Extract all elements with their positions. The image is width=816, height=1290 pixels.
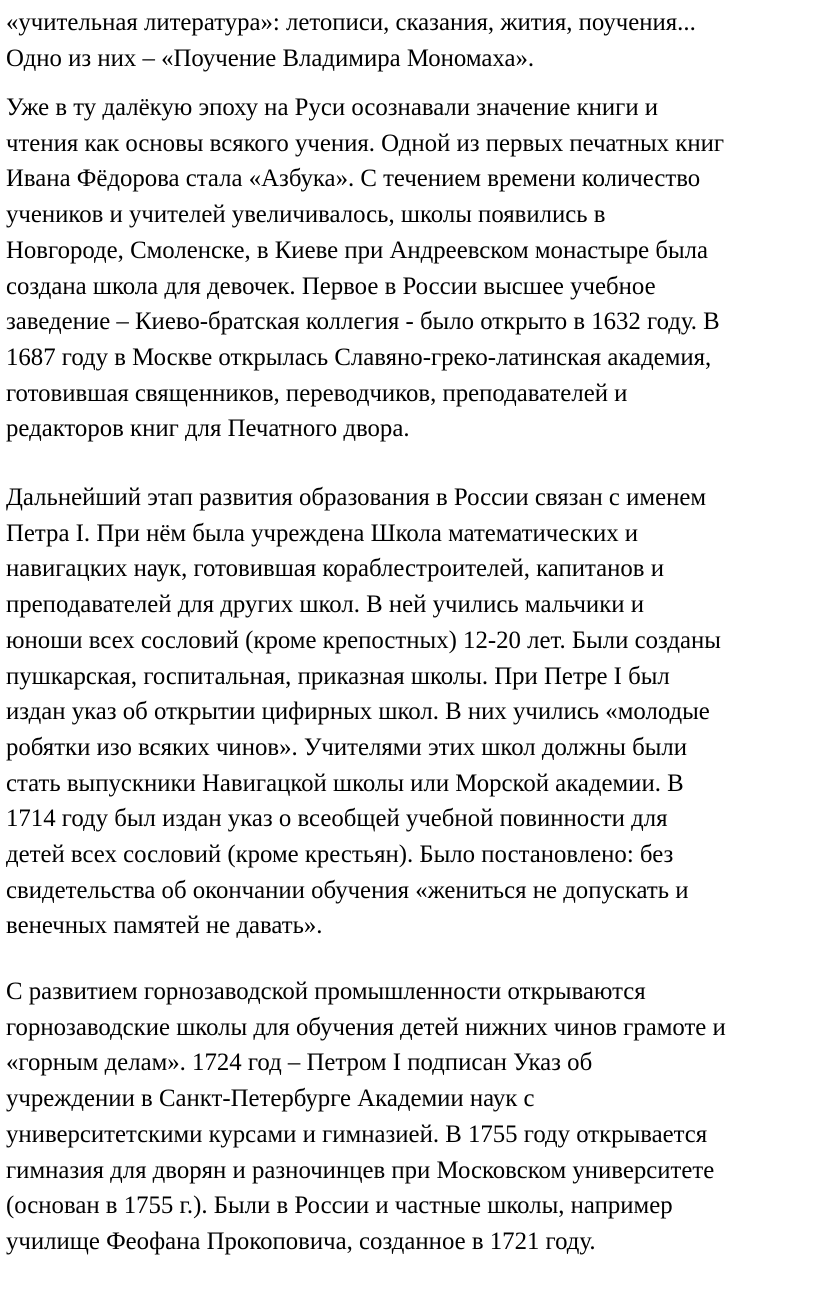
text-line: Ивана Фёдорова стала «Азбука». С течением времени количество <box>6 165 701 193</box>
text-line: учеников и учителей увеличивалось, школы появились в <box>6 201 606 229</box>
text-line: создана школа для девочек. Первое в России высшее учебное <box>6 272 656 300</box>
text-line: Новгороде, Смоленске, в Киеве при Андреевском монастыре была <box>6 236 709 264</box>
text-line: (основан в 1755 г.). Были в России и частные школы, например <box>6 1192 673 1220</box>
text-line: юноши всех сословий (кроме крепостных) 12-20 лет. Были созданы <box>6 626 721 654</box>
text-line: навигацких наук, готовившая кораблестроителей, капитанов и <box>6 555 664 583</box>
paragraph-4 <box>6 974 726 1260</box>
text-line: издан указ об открытии цифирных школ. В них учились «молодые <box>6 698 710 726</box>
paragraph-2 <box>6 90 724 447</box>
text-line: редакторов книг для Печатного двора. <box>6 415 410 443</box>
text-line: С развитием горнозаводской промышленности открываются <box>6 978 646 1005</box>
text-line: свидетельства об окончании обучения «жениться не допускать и <box>6 876 689 904</box>
text-line: «горным делам». 1724 год – Петром I подписан Указ об <box>6 1049 593 1077</box>
text-line: венечных памятей не давать». <box>6 912 323 940</box>
text-line: учреждении в Санкт-Петербурге Академии наук с <box>6 1085 535 1113</box>
text-line: Дальнейший этап развития образования в России связан с именем <box>6 484 707 511</box>
text-line: преподавателей для других школ. В ней учились мальчики и <box>6 591 644 619</box>
text-line: детей всех сословий (кроме крестьян). Было постановлено: без <box>6 841 674 869</box>
text-line: «учительная литература»: летописи, сказания, жития, поучения... <box>6 9 696 36</box>
text-line: заведение – Киево-братская коллегия - было открыто в 1632 году. В <box>6 308 720 336</box>
text-line: стать выпускники Навигацкой школы или Морской академии. В <box>6 769 684 797</box>
text-line: чтения как основы всякого учения. Одной из первых печатных книг <box>6 129 725 157</box>
text-line: 1687 году в Москве открылась Славяно-греко-латинская академия, <box>6 343 712 371</box>
paragraph-3 <box>6 480 721 944</box>
text-line: Петра I. При нём была учреждена Школа математических и <box>6 519 639 547</box>
text-line: Уже в ту далёкую эпоху на Руси осознавали значение книги и <box>6 94 659 121</box>
text-line: университетскими курсами и гимназией. В 1755 году открывается <box>6 1120 708 1148</box>
paragraph-1 <box>6 5 696 76</box>
text-line: Одно из них – «Поучение Владимира Мономаха». <box>6 44 535 72</box>
text-line: 1714 году был издан указ о всеобщей учебной повинности для <box>6 805 668 833</box>
text-line: училище Феофана Прокоповича, созданное в 1721 году. <box>6 1227 596 1255</box>
text-line: готовившая священников, переводчиков, преподавателей и <box>6 379 628 407</box>
text-line: пушкарская, госпитальная, приказная школы. При Петре I был <box>6 662 670 690</box>
text-line: гимназия для дворян и разночинцев при Московском университете <box>6 1156 715 1184</box>
text-line: робятки изо всяких чинов». Учителями этих школ должны были <box>6 733 688 761</box>
text-line: горнозаводские школы для обучения детей нижних чинов грамоте и <box>6 1013 726 1041</box>
